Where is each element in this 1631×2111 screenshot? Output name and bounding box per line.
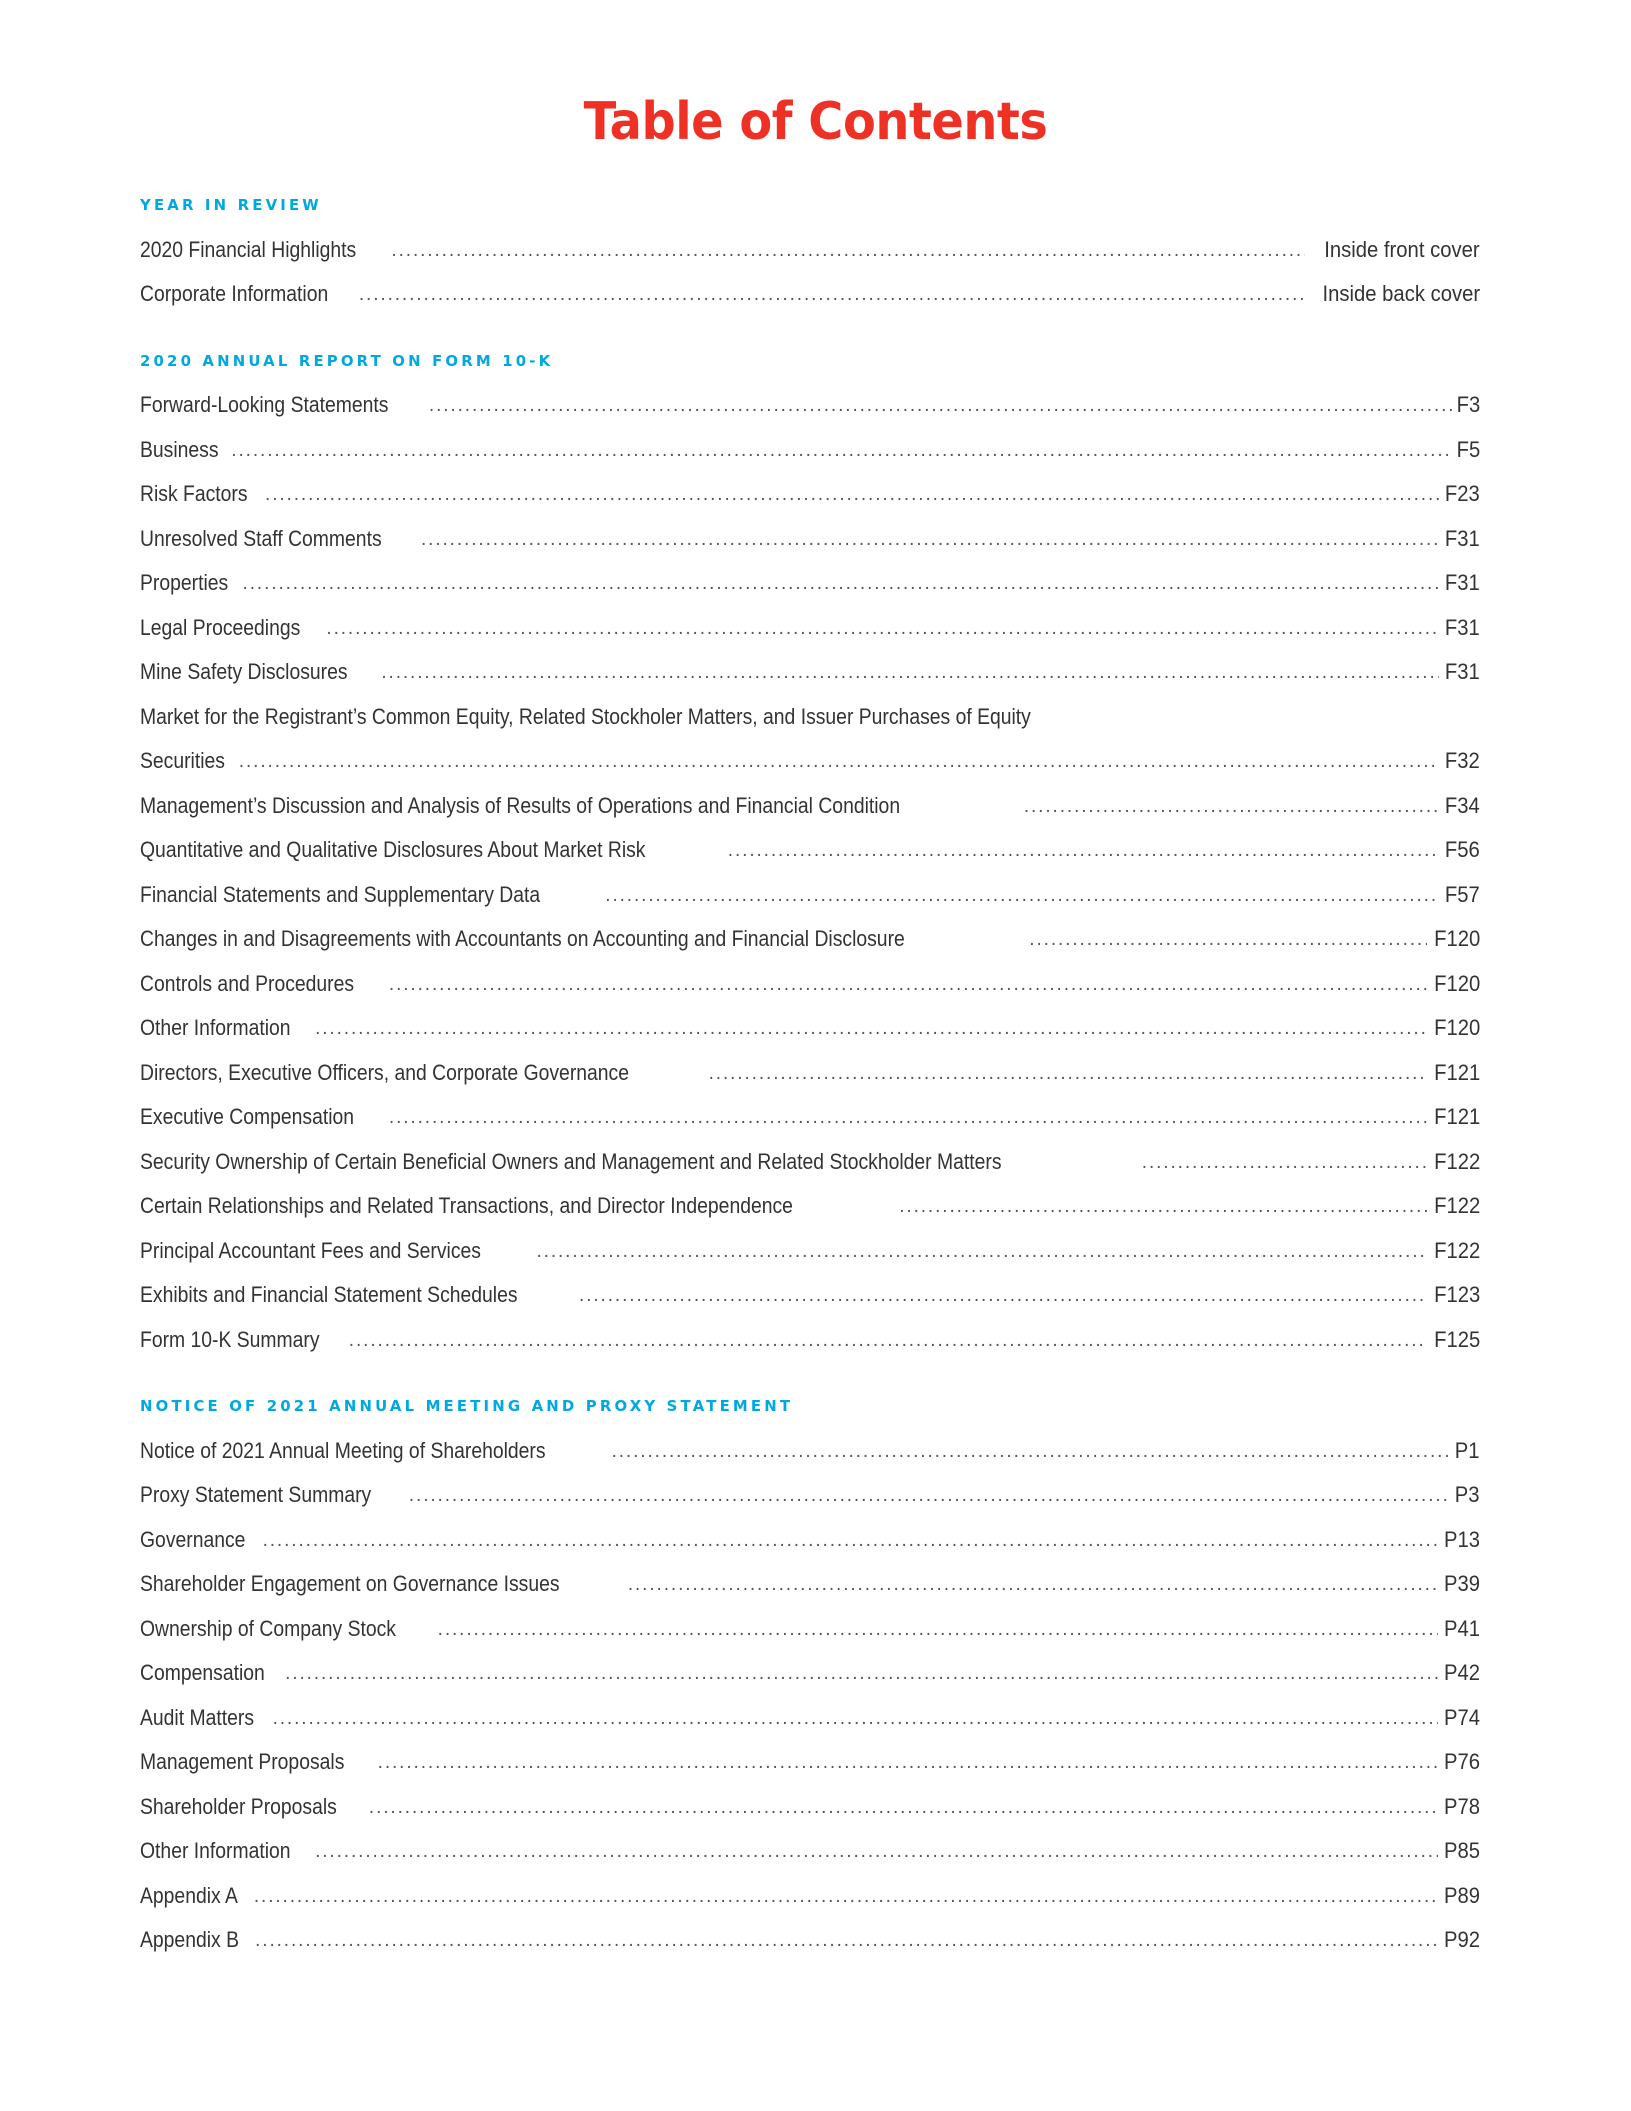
- toc-entry-leader-dots: [709, 1064, 1427, 1083]
- toc-entry-label: 2020 Financial Highlights: [140, 236, 357, 262]
- toc-entry[interactable]: [140, 881, 1480, 907]
- toc-entry[interactable]: [140, 1793, 1480, 1819]
- toc-entry-leader-dots: [612, 1442, 1451, 1461]
- toc-entry-label: Market for the Registrant’s Common Equity, Related Stockholer Matters, and Issuer Purchases of Equity: [140, 703, 1031, 729]
- toc-entry-label: Changes in and Disagreements with Accountants on Accounting and Financial Disclosure: [140, 926, 905, 952]
- toc-entry-label: Notice of 2021 Annual Meeting of Shareholders: [140, 1437, 546, 1463]
- toc-entry-label: Governance: [140, 1526, 246, 1552]
- toc-section-header: 2020 ANNUAL REPORT ON FORM 10-K: [140, 351, 554, 370]
- toc-entry-page-number: F122: [1433, 1193, 1480, 1219]
- toc-entry[interactable]: [140, 236, 1480, 262]
- toc-entry-label: Legal Proceedings: [140, 614, 301, 640]
- toc-entry-label: Risk Factors: [140, 481, 248, 507]
- toc-section-header: NOTICE OF 2021 ANNUAL MEETING AND PROXY STATEMENT: [140, 1397, 794, 1416]
- toc-entry-leader-dots: [285, 1664, 1438, 1683]
- toc-entry[interactable]: [140, 661, 1480, 684]
- toc-entry-page-number: F31: [1445, 659, 1480, 685]
- toc-entry[interactable]: [140, 970, 1480, 996]
- toc-entry-label: Shareholder Proposals: [140, 1793, 337, 1819]
- toc-entry[interactable]: [140, 839, 1480, 862]
- toc-entry-page-number: F122: [1433, 1148, 1480, 1174]
- toc-entry[interactable]: [140, 483, 1480, 506]
- toc-entry-label: Exhibits and Financial Statement Schedules: [140, 1282, 518, 1308]
- toc-entry-leader-dots: [263, 1531, 1438, 1550]
- toc-entry-page-number: P85: [1443, 1838, 1480, 1864]
- toc-entry-label: Other Information: [140, 1015, 291, 1041]
- toc-entry-page-number: F123: [1433, 1282, 1480, 1308]
- toc-entry-label: Quantitative and Qualitative Disclosures About Market Risk: [140, 837, 646, 863]
- toc-entry-leader-dots: [265, 485, 1439, 504]
- toc-entry-label: Certain Relationships and Related Transactions, and Director Independence: [140, 1193, 793, 1219]
- toc-entry[interactable]: [140, 1929, 1480, 1952]
- toc-entry-label: Security Ownership of Certain Beneficial Owners and Management and Related Stockholder Matters: [140, 1148, 1002, 1174]
- toc-entry[interactable]: [140, 1484, 1480, 1507]
- toc-entry-page-number: F3: [1456, 392, 1480, 418]
- toc-entry-label: Unresolved Staff Comments: [140, 525, 382, 551]
- toc-entry-label: Directors, Executive Officers, and Corporate Governance: [140, 1059, 629, 1085]
- toc-entry-page-number: F31: [1445, 614, 1480, 640]
- toc-entry[interactable]: [140, 1148, 1480, 1174]
- toc-entry-leader-dots: [628, 1575, 1438, 1594]
- toc-entry-leader-dots: [605, 886, 1439, 905]
- toc-entry[interactable]: [140, 1326, 1480, 1352]
- toc-entry-page-number: P92: [1443, 1927, 1480, 1953]
- toc-entry-leader-dots: [326, 619, 1439, 638]
- toc-entry-label: Management’s Discussion and Analysis of Results of Operations and Financial Condition: [140, 792, 901, 818]
- toc-entry-label: Shareholder Engagement on Governance Issues: [140, 1571, 560, 1597]
- toc-entry[interactable]: [140, 928, 1480, 951]
- toc-entry-page-number: F32: [1445, 748, 1480, 774]
- toc-entry[interactable]: [140, 1059, 1480, 1085]
- toc-entry-leader-dots: [391, 241, 1305, 260]
- toc-entry-leader-dots: [409, 1486, 1451, 1505]
- toc-entry-leader-dots: [1024, 797, 1439, 816]
- toc-entry-page-number: P76: [1443, 1749, 1480, 1775]
- toc-entry-leader-dots: [349, 1331, 1427, 1350]
- toc-entry-leader-dots: [378, 1753, 1438, 1772]
- toc-entry-page-number: F121: [1433, 1104, 1480, 1130]
- toc-entry-leader-dots: [315, 1842, 1438, 1861]
- toc-entry[interactable]: [140, 1237, 1480, 1263]
- toc-entry-page-number: F31: [1445, 570, 1480, 596]
- toc-entry-leader-dots: [1142, 1153, 1427, 1172]
- toc-entry-leader-dots: [359, 285, 1303, 304]
- toc-entry-label: Business: [140, 436, 219, 462]
- toc-entry-label: Financial Statements and Supplementary Data: [140, 881, 541, 907]
- toc-entry-page-number: P89: [1443, 1882, 1480, 1908]
- toc-entry[interactable]: [140, 1615, 1480, 1641]
- toc-entry-leader-dots: [899, 1197, 1426, 1216]
- toc-entry-label: Appendix A: [140, 1882, 238, 1908]
- toc-entry-leader-dots: [315, 1019, 1427, 1038]
- toc-entry-page-number: P1: [1455, 1437, 1480, 1463]
- toc-entry-page-number: F120: [1433, 970, 1480, 996]
- toc-entry-page-number: P74: [1443, 1704, 1480, 1730]
- toc-entry-label: Controls and Procedures: [140, 970, 355, 996]
- toc-entry-label: Proxy Statement Summary: [140, 1482, 372, 1508]
- toc-entry[interactable]: [140, 1840, 1480, 1863]
- toc-entry-label: Form 10-K Summary: [140, 1326, 320, 1352]
- toc-entry-page-number: P3: [1455, 1482, 1480, 1508]
- toc-entry-label: Management Proposals: [140, 1749, 345, 1775]
- toc-entry-leader-dots: [389, 1108, 1427, 1127]
- toc-entry-leader-dots: [438, 1620, 1438, 1639]
- toc-entry-page-number: F125: [1433, 1326, 1480, 1352]
- toc-entry-page-number: F56: [1445, 837, 1480, 863]
- toc-entry-page-number: F5: [1456, 436, 1480, 462]
- toc-entry[interactable]: [140, 1882, 1480, 1908]
- toc-entry-leader-dots: [255, 1931, 1438, 1950]
- toc-entry[interactable]: [140, 703, 1480, 729]
- toc-entry[interactable]: [140, 1437, 1480, 1463]
- toc-entry-page-number: P78: [1443, 1793, 1480, 1819]
- toc-entry[interactable]: [140, 283, 1480, 306]
- toc-entry-page-number: P42: [1443, 1660, 1480, 1686]
- toc-entry-label: Executive Compensation: [140, 1104, 355, 1130]
- toc-entry[interactable]: [140, 394, 1480, 417]
- toc-entry-page-number: P41: [1443, 1615, 1480, 1641]
- toc-entry[interactable]: [140, 1662, 1480, 1685]
- toc-entry-leader-dots: [381, 663, 1439, 682]
- toc-section: [140, 352, 1480, 1352]
- toc-entry[interactable]: [140, 1573, 1480, 1596]
- toc-entry-page-number: Inside back cover: [1322, 281, 1480, 307]
- toc-entry-label: Forward-Looking Statements: [140, 392, 389, 418]
- toc-entry-page-number: F121: [1433, 1059, 1480, 1085]
- toc-entry[interactable]: [140, 1017, 1480, 1040]
- toc-entry[interactable]: [140, 1106, 1480, 1129]
- toc-entry[interactable]: [140, 614, 1480, 640]
- toc-entry-leader-dots: [273, 1709, 1438, 1728]
- toc-entry-label: Appendix B: [140, 1927, 239, 1953]
- toc-entry-leader-dots: [1029, 930, 1426, 949]
- toc-entry-label: Other Information: [140, 1838, 291, 1864]
- toc-entry-label: Ownership of Company Stock: [140, 1615, 396, 1641]
- toc-entry-leader-dots: [421, 530, 1439, 549]
- toc-entry[interactable]: [140, 1704, 1480, 1730]
- toc-entry-leader-dots: [239, 752, 1439, 771]
- toc-entry-page-number: F120: [1433, 926, 1480, 952]
- toc-entry-page-number: F23: [1445, 481, 1480, 507]
- toc-entry-page-number: F122: [1433, 1237, 1480, 1263]
- toc-entry[interactable]: [140, 792, 1480, 818]
- toc-entry-label: Mine Safety Disclosures: [140, 659, 348, 685]
- toc-entry-label: Corporate Information: [140, 281, 329, 307]
- toc-entry-page-number: F31: [1445, 525, 1480, 551]
- toc-entry-leader-dots: [728, 841, 1439, 860]
- toc-entry-leader-dots: [536, 1242, 1426, 1261]
- toc-entry-label: Principal Accountant Fees and Services: [140, 1237, 481, 1263]
- toc-entry-leader-dots: [243, 574, 1440, 593]
- toc-entry-page-number: F57: [1445, 881, 1480, 907]
- toc-entry-page-number: Inside front cover: [1324, 236, 1480, 262]
- toc-section: [140, 1397, 1480, 1952]
- toc-entry[interactable]: [140, 436, 1480, 462]
- toc-entry-leader-dots: [231, 441, 1451, 460]
- toc-entry[interactable]: [140, 1195, 1480, 1218]
- toc-sections-container: [140, 196, 1480, 1952]
- toc-entry-leader-dots: [254, 1887, 1438, 1906]
- toc-entry-page-number: F34: [1445, 792, 1480, 818]
- toc-entry-leader-dots: [579, 1286, 1427, 1305]
- toc-entry-leader-dots: [389, 975, 1427, 994]
- toc-entry[interactable]: [140, 1751, 1480, 1774]
- toc-entry-label: Properties: [140, 570, 229, 596]
- toc-entry[interactable]: [140, 750, 1480, 773]
- toc-entry-leader-dots: [369, 1798, 1438, 1817]
- toc-entry[interactable]: [140, 1284, 1480, 1307]
- toc-entry[interactable]: [140, 525, 1480, 551]
- page-title: Table of Contents: [583, 92, 1048, 152]
- toc-entry-label: Audit Matters: [140, 1704, 255, 1730]
- toc-entry[interactable]: [140, 1526, 1480, 1552]
- toc-entry-label: Securities: [140, 748, 225, 774]
- toc-section: [140, 196, 1480, 306]
- toc-entry-page-number: P13: [1443, 1526, 1480, 1552]
- toc-entry-page-number: F120: [1433, 1015, 1480, 1041]
- toc-entry-leader-dots: [429, 396, 1452, 415]
- toc-entry-page-number: P39: [1443, 1571, 1480, 1597]
- toc-section-header: YEAR IN REVIEW: [140, 196, 322, 214]
- toc-entry[interactable]: [140, 572, 1480, 595]
- toc-entry-label: Compensation: [140, 1660, 265, 1686]
